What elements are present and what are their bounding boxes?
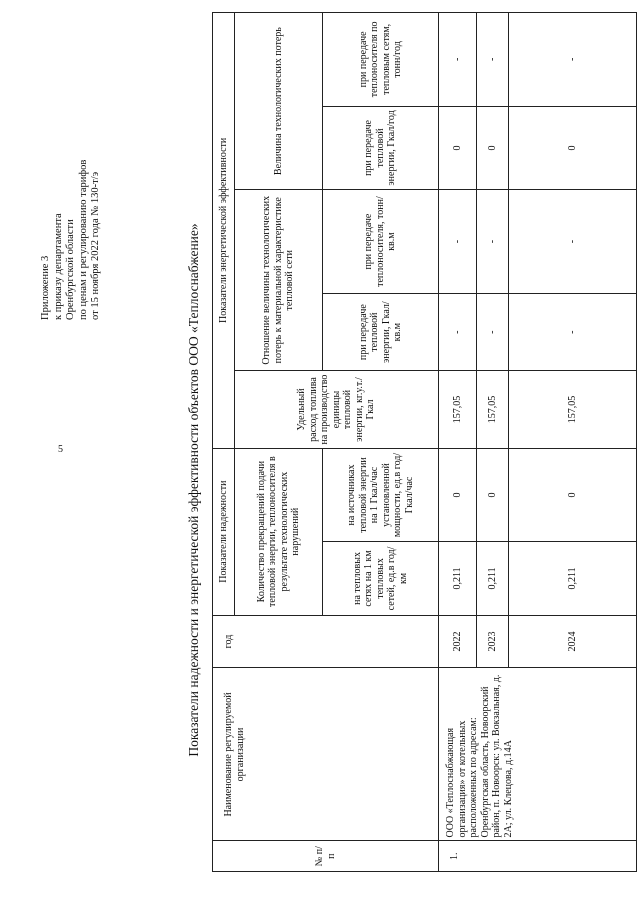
per-km-cell: 0,211 xyxy=(477,542,509,615)
row-number: 1. xyxy=(439,841,637,872)
page-number: 5 xyxy=(58,444,63,455)
header-row-1 xyxy=(213,13,235,872)
per-km-cell: 0,211 xyxy=(509,542,637,615)
loss-ratio-heat-cell: - xyxy=(509,293,637,370)
header-loss-ratio-heat: при передаче тепловой энергии, Гкал/кв.м xyxy=(323,293,439,370)
header-loss-ratio: Отношение величины технологических потерь к материальной характеристике тепловой сети xyxy=(235,190,323,371)
header-losses-carrier: при передаче теплоносителя по тепловым сетям, тонн/год xyxy=(323,13,439,107)
losses-carrier-cell: - xyxy=(477,13,509,107)
header-reliability-group: Показатели надежности xyxy=(213,448,235,615)
appendix-line: от 15 ноября 2022 года № 130-т/э xyxy=(90,171,101,320)
appendix-line: к приказу департамента xyxy=(52,213,64,320)
appendix-line: Оренбургской области xyxy=(65,219,76,320)
year-cell: 2023 xyxy=(477,615,509,668)
header-org-name: Наименование регулируемой организации xyxy=(213,668,439,841)
header-no: № п/ п xyxy=(213,841,439,872)
indicators-table xyxy=(212,12,637,872)
loss-ratio-carrier-cell: - xyxy=(439,190,477,294)
appendix-line: по ценам и регулированию тарифов xyxy=(77,159,89,320)
losses-heat-cell: 0 xyxy=(477,106,509,189)
header-loss-ratio-carrier: при передаче теплоносителя, тонн/кв.м xyxy=(323,190,439,294)
fuel-rate-cell: 157,05 xyxy=(477,371,509,448)
year-cell: 2022 xyxy=(439,615,477,668)
document-title: Показатели надежности и энергетической эффективности объектов ООО «Теплоснабжение» xyxy=(186,223,201,757)
losses-carrier-cell: - xyxy=(509,13,637,107)
year-cell: 2024 xyxy=(509,615,637,668)
header-interruptions: Количество прекращений подачи тепловой энергии, теплоносителя в результате технологических нарушений xyxy=(235,448,323,615)
header-efficiency-group: Показатели энергетической эффективности xyxy=(213,13,235,449)
indicators-table-wrap xyxy=(212,12,636,872)
fuel-rate-cell: 157,05 xyxy=(439,371,477,448)
loss-ratio-heat-cell: - xyxy=(439,293,477,370)
per-gcal-cell: 0 xyxy=(439,448,477,542)
fuel-rate-cell: 157,05 xyxy=(509,371,637,448)
losses-carrier-cell: - xyxy=(439,13,477,107)
per-gcal-cell: 0 xyxy=(509,448,637,542)
header-per-gcal: на источниках тепловой энергии на 1 Гкал/час установленной мощности, ед.в год/Гкал/час xyxy=(323,448,439,542)
header-fuel-rate: Удельный расход топлива на производство единицы тепловой энергии, кг.у.т./Гкал xyxy=(235,371,439,448)
header-losses-heat: при передаче тепловой энергии, Гкал/год xyxy=(323,106,439,189)
per-km-cell: 0,211 xyxy=(439,542,477,615)
loss-ratio-carrier-cell: - xyxy=(509,190,637,294)
per-gcal-cell: 0 xyxy=(477,448,509,542)
header-per-km: на тепловых сетях на 1 км тепловых сетей, ед.в год/км xyxy=(323,542,439,615)
appendix-block xyxy=(40,40,103,320)
table-row xyxy=(439,13,477,872)
appendix-line: Приложение 3 xyxy=(40,255,51,320)
header-tech-losses: Величина технологических потерь xyxy=(235,13,323,190)
header-year: год xyxy=(213,615,439,668)
org-name-cell: ООО «Теплоснабжающая организация» от котельных расположенных по адресам: Оренбургская область, Новоорский район, п. Новоорск: ул. Вокзальная, д. 2А; ул. Клецова, д.14А xyxy=(439,668,637,841)
losses-heat-cell: 0 xyxy=(509,106,637,189)
loss-ratio-carrier-cell: - xyxy=(477,190,509,294)
rotated-page-content xyxy=(0,10,640,890)
loss-ratio-heat-cell: - xyxy=(477,293,509,370)
losses-heat-cell: 0 xyxy=(439,106,477,189)
